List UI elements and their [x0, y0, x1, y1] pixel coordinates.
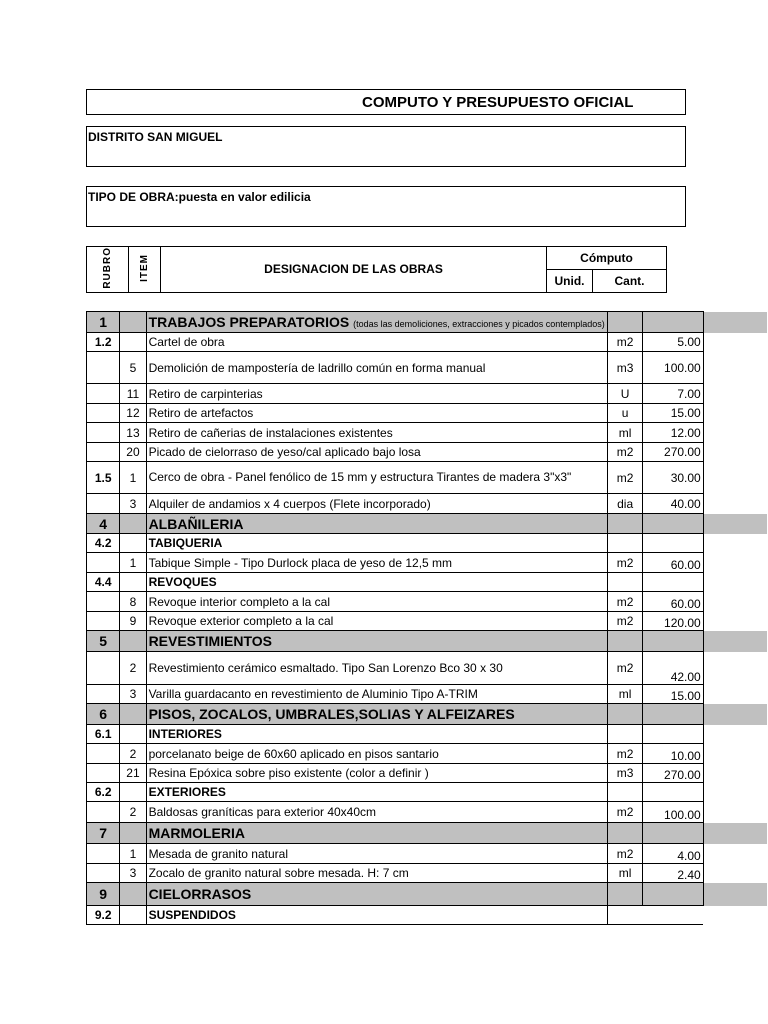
table-row: 1.2 Cartel de obra m2 5.00	[87, 333, 768, 352]
section-title: MARMOLERIA	[146, 823, 607, 844]
work-type-label: TIPO DE OBRA:puesta en valor edilicia	[88, 190, 311, 204]
section-row: 7 MARMOLERIA	[87, 823, 768, 844]
document-title: COMPUTO Y PRESUPUESTO OFICIAL	[362, 94, 634, 111]
subsection-row: 9.2 SUSPENDIDOS	[87, 906, 768, 925]
table-row: 1 Mesada de granito natural m2 4.00	[87, 844, 768, 864]
table-header	[86, 246, 667, 293]
table-row: 5 Demolición de mampostería de ladrillo común en forma manual m3 100.00	[87, 352, 768, 384]
subsection-row: 6.2 EXTERIORES	[87, 783, 768, 802]
section-row: 5 REVESTIMIENTOS	[87, 631, 768, 652]
district-label: DISTRITO SAN MIGUEL	[88, 130, 223, 144]
section-note: (todas las demoliciones, extracciones y picados contemplados)	[353, 319, 605, 329]
table-row: 9 Revoque exterior completo a la cal m2 120.00	[87, 612, 768, 631]
computo-header: Cómputo	[547, 247, 667, 270]
table-row: 2 Baldosas graníticas para exterior 40x40cm m2 100.00	[87, 802, 768, 823]
section-row: 4 ALBAÑILERIA	[87, 514, 768, 534]
subsection-row: 6.1 INTERIORES	[87, 725, 768, 744]
table-row: 2 porcelanato beige de 60x60 aplicado en pisos santario m2 10.00	[87, 744, 768, 764]
table-row: 3 Varilla guardacanto en revestimiento de Aluminio Tipo A-TRIM ml 15.00	[87, 685, 768, 704]
designation-header: DESIGNACION DE LAS OBRAS	[161, 247, 547, 293]
section-row: 9 CIELORRASOS	[87, 883, 768, 906]
section-title: CIELORRASOS	[146, 883, 607, 906]
section-row: 6 PISOS, ZOCALOS, UMBRALES,SOLIAS Y ALFEIZARES	[87, 704, 768, 725]
table-row: 1 Tabique Simple - Tipo Durlock placa de yeso de 12,5 mm m2 60.00	[87, 553, 768, 573]
table-row: 21 Resina Epóxica sobre piso existente (color a definir ) m3 270.00	[87, 764, 768, 783]
item-header: ITEM	[129, 247, 161, 293]
subsection-row: 4.2 TABIQUERIA	[87, 534, 768, 553]
table-row: 2 Revestimiento cerámico esmaltado. Tipo San Lorenzo Bco 30 x 30 m2 42.00	[87, 652, 768, 685]
section-title: TRABAJOS PREPARATORIOS	[148, 314, 350, 330]
qty-header: Cant.	[593, 269, 667, 292]
unit-header: Unid.	[547, 269, 593, 292]
table-row: 3 Alquiler de andamios x 4 cuerpos (Flete incorporado) dia 40.00	[87, 494, 768, 514]
document-title-box	[86, 89, 686, 115]
rubro-header: RUBRO	[87, 247, 129, 293]
table-row: 8 Revoque interior completo a la cal m2 60.00	[87, 592, 768, 612]
table-row: 12 Retiro de artefactos u 15.00	[87, 404, 768, 423]
section-title: PISOS, ZOCALOS, UMBRALES,SOLIAS Y ALFEIZARES	[146, 704, 607, 725]
table-row: 13 Retiro de cañerias de instalaciones existentes ml 12.00	[87, 423, 768, 443]
work-type-box	[86, 186, 686, 227]
district-box	[86, 126, 686, 167]
section-title: REVESTIMIENTOS	[146, 631, 607, 652]
table-row: 20 Picado de cielorraso de yeso/cal aplicado bajo losa m2 270.00	[87, 443, 768, 462]
table-row: 3 Zocalo de granito natural sobre mesada. H: 7 cm ml 2.40	[87, 864, 768, 883]
section-title: ALBAÑILERIA	[146, 514, 607, 534]
subsection-row: 4.4 REVOQUES	[87, 573, 768, 592]
section-row: 1 TRABAJOS PREPARATORIOS (todas las demoliciones, extracciones y picados contemplados)	[87, 312, 768, 333]
table-row: 11 Retiro de carpinterias U 7.00	[87, 384, 768, 404]
table-row: 1.5 1 Cerco de obra - Panel fenólico de 15 mm y estructura Tirantes de madera 3"x3" m2 30.00	[87, 462, 768, 494]
